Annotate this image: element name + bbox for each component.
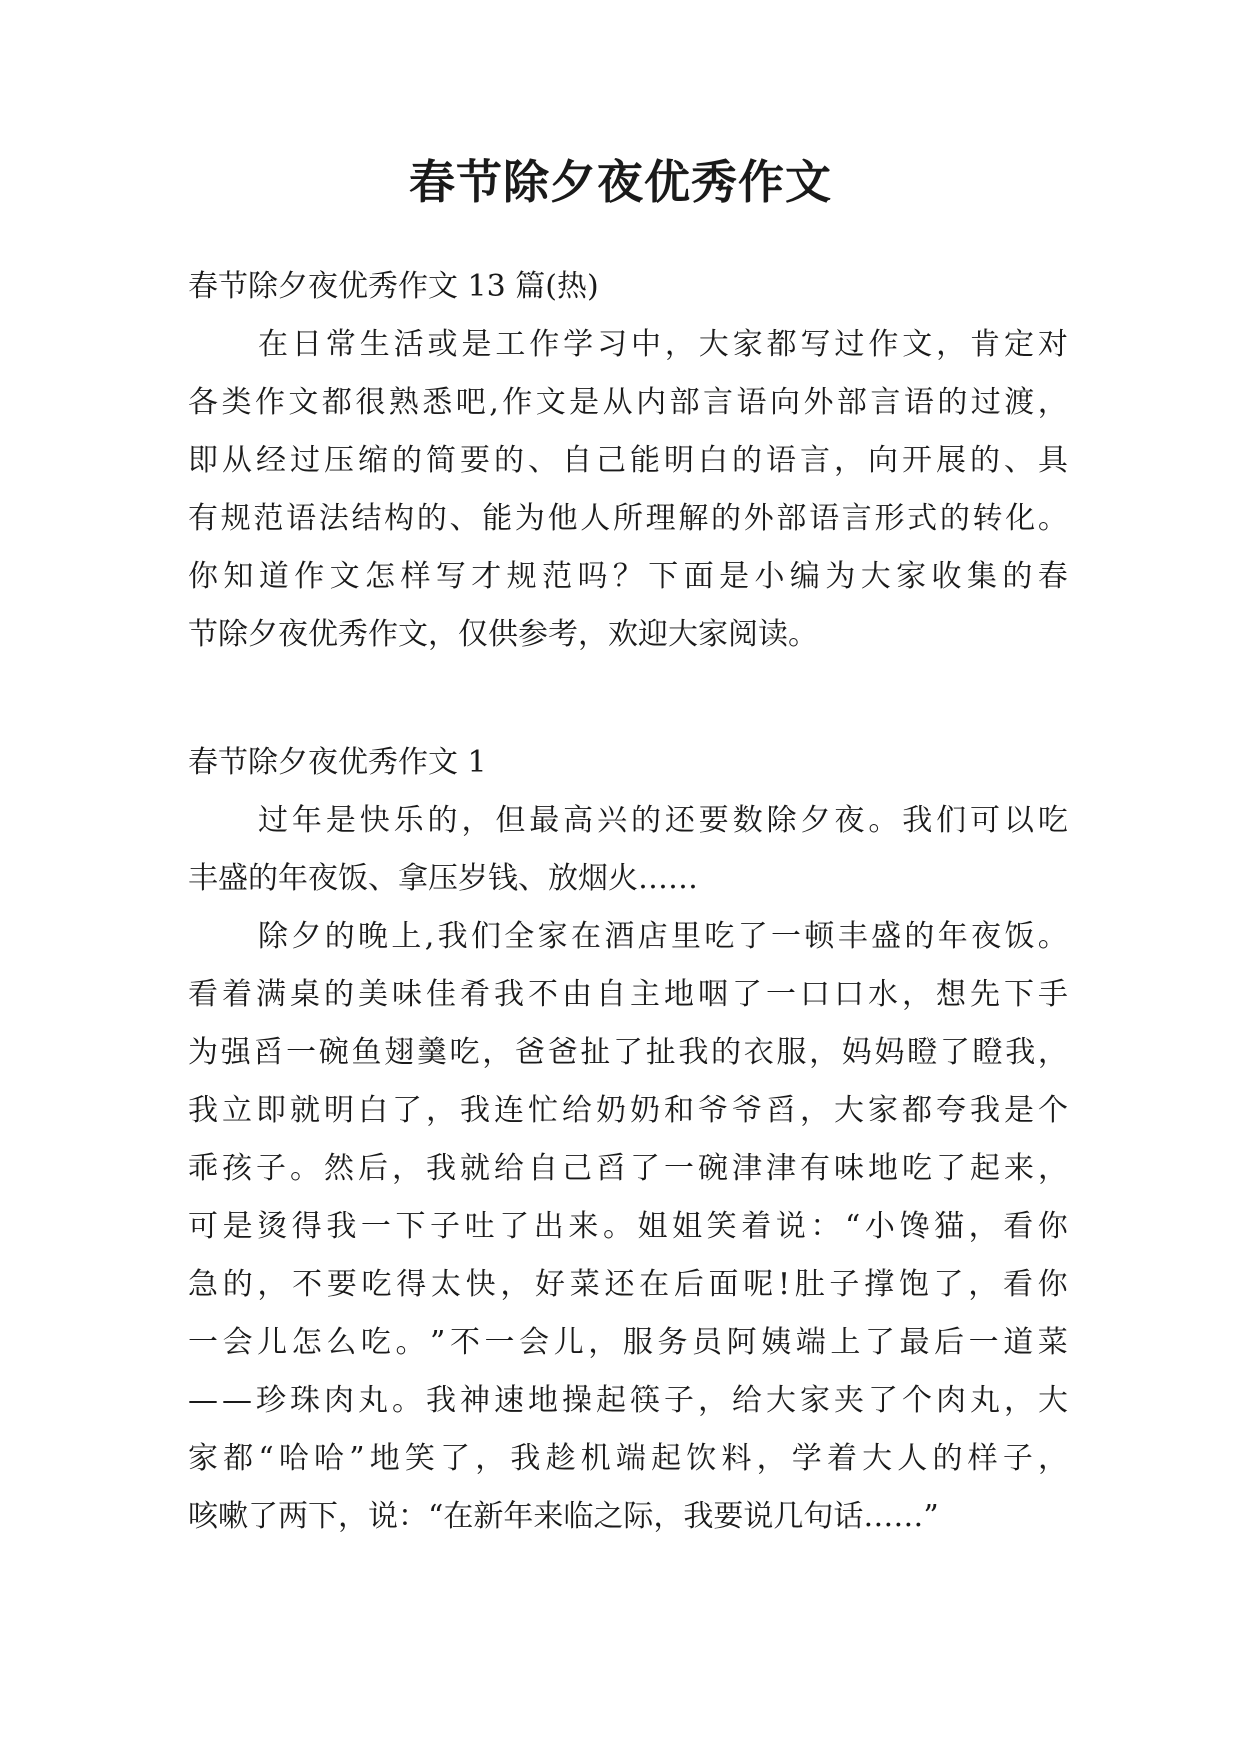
text-line: — — 珍 珠 肉 丸 。 我 神 速 地 操 起 筷 子 ， 给 大 家 夹 了 个 肉 丸 ， 大 <box>188 1383 1068 1418</box>
text-line: 急 的 ， 不 要 吃 得 太 快 ， 好 菜 还 在 后 面 呢 ! 肚 子 撑 饱 了 ， 看 你 <box>188 1267 1068 1302</box>
page-title: 春节除夕夜优秀作文 <box>409 155 832 209</box>
text-line: 有 规 范 语 法 结 构 的 、 能 为 他 人 所 理 解 的 外 部 语 言 形 式 的 转 化 。 <box>188 501 1068 536</box>
text-line: 乖 孩 子 。 然 后 ， 我 就 给 自 己 舀 了 一 碗 津 津 有 味 地 吃 了 起 来 ， <box>188 1151 1068 1186</box>
text-line: 除 夕 的 晚 上 , 我 们 全 家 在 酒 店 里 吃 了 一 顿 丰 盛 的 年 夜 饭 。 <box>258 919 1068 954</box>
text-line: 即 从 经 过 压 缩 的 简 要 的 、 自 己 能 明 白 的 语 言 ， 向 开 展 的 、 具 <box>188 443 1068 478</box>
paragraph <box>188 792 1068 908</box>
text-line: 看 着 满 桌 的 美 味 佳 肴 我 不 由 自 主 地 咽 了 一 口 口 水 ， 想 先 下 手 <box>188 977 1068 1012</box>
text-line: 你 知 道 作 文 怎 样 写 才 规 范 吗 ？ 下 面 是 小 编 为 大 家 收 集 的 春 <box>188 559 1068 594</box>
section-heading: 春节除夕夜优秀作文 1 <box>188 745 487 780</box>
text-line: 丰盛的年夜饭、拿压岁钱、放烟火…… <box>188 861 698 896</box>
section-spacer <box>188 664 1068 734</box>
text-line: 一 会 儿 怎 么 吃 。 ” 不 一 会 儿 ， 服 务 员 阿 姨 端 上 了 最 后 一 道 菜 <box>188 1325 1068 1360</box>
text-line: 为 强 舀 一 碗 鱼 翅 羹 吃 ， 爸 爸 扯 了 扯 我 的 衣 服 ， 妈 妈 瞪 了 瞪 我 ， <box>188 1035 1068 1070</box>
text-line: 在 日 常 生 活 或 是 工 作 学 习 中 ， 大 家 都 写 过 作 文 ， 肯 定 对 <box>258 327 1068 362</box>
article-body <box>188 258 1068 1546</box>
text-line: 家 都 “ 哈 哈 ” 地 笑 了 ， 我 趁 机 端 起 饮 料 ， 学 着 大 人 的 样 子 ， <box>188 1441 1068 1476</box>
text-line: 各 类 作 文 都 很 熟 悉 吧 , 作 文 是 从 内 部 言 语 向 外 部 言 语 的 过 渡 ， <box>188 385 1068 420</box>
text-line: 过 年 是 快 乐 的 ， 但 最 高 兴 的 还 要 数 除 夕 夜 。 我 们 可 以 吃 <box>258 803 1068 838</box>
intro-paragraph <box>188 316 1068 664</box>
paragraph <box>188 908 1068 1546</box>
article-subtitle: 春节除夕夜优秀作文 13 篇(热) <box>188 269 599 304</box>
text-line: 可 是 烫 得 我 一 下 子 吐 了 出 来 。 姐 姐 笑 着 说 ： “ 小 馋 猫 ， 看 你 <box>188 1209 1068 1244</box>
text-line: 我 立 即 就 明 白 了 ， 我 连 忙 给 奶 奶 和 爷 爷 舀 ， 大 家 都 夸 我 是 个 <box>188 1093 1068 1128</box>
text-line: 咳嗽了两下，说：“在新年来临之际，我要说几句话……” <box>188 1499 939 1534</box>
text-line: 节除夕夜优秀作文，仅供参考，欢迎大家阅读。 <box>188 617 818 652</box>
